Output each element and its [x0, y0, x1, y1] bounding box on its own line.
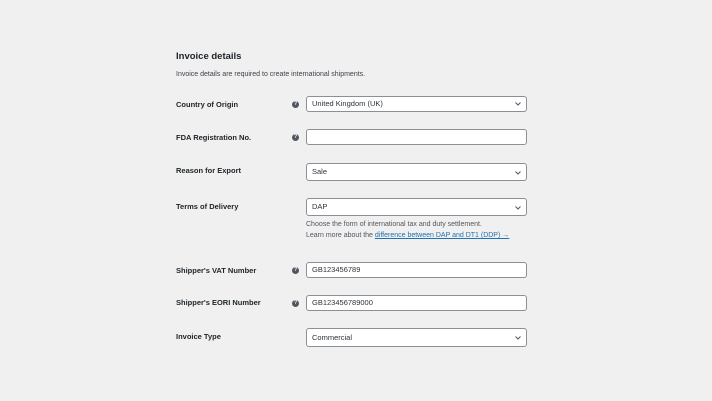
help-icon[interactable]: ?: [293, 134, 298, 140]
chevron-down-icon: [515, 206, 521, 210]
section-title: Invoice details: [176, 51, 242, 62]
terms-of-delivery-select[interactable]: [306, 198, 527, 216]
invoice-type-label: Invoice Type: [176, 332, 221, 341]
shipper-vat-label: Shipper's VAT Number: [176, 266, 257, 275]
invoice-type-value: Commercial: [312, 333, 353, 342]
hint-line-2: [306, 230, 509, 241]
reason-for-export-label: Reason for Export: [176, 166, 242, 175]
hint-line-2-prefix: Learn more about the: [306, 232, 375, 239]
help-icon[interactable]: ?: [293, 101, 298, 107]
fda-registration-label: FDA Registration No.: [176, 133, 252, 142]
hint-line-1: Choose the form of international tax and duty settlement.: [306, 221, 482, 228]
terms-of-delivery-value: DAP: [312, 202, 328, 211]
section-description: Invoice details are required to create international shipments.: [176, 71, 366, 78]
shipper-eori-input[interactable]: GB123456789000: [306, 295, 527, 311]
help-icon[interactable]: ?: [293, 300, 298, 306]
country-of-origin-select[interactable]: [306, 96, 527, 112]
reason-for-export-select[interactable]: [306, 163, 527, 181]
fda-registration-input[interactable]: [306, 129, 527, 145]
country-of-origin-value: United Kingdom (UK): [312, 99, 383, 108]
terms-of-delivery-label: Terms of Delivery: [176, 202, 239, 211]
dap-ddp-difference-link[interactable]: difference between DAP and DT1 (DDP) →: [374, 232, 510, 239]
chevron-down-icon: [515, 102, 521, 106]
country-of-origin-label: Country of Origin: [176, 100, 239, 109]
reason-for-export-value: Sale: [312, 167, 328, 176]
shipper-vat-input[interactable]: GB123456789: [306, 262, 527, 278]
invoice-type-select[interactable]: [306, 328, 527, 347]
help-icon[interactable]: ?: [293, 267, 298, 273]
chevron-down-icon: [515, 336, 521, 340]
shipper-eori-label: Shipper's EORI Number: [176, 298, 261, 307]
chevron-down-icon: [515, 171, 521, 175]
terms-of-delivery-hint: [306, 219, 509, 241]
